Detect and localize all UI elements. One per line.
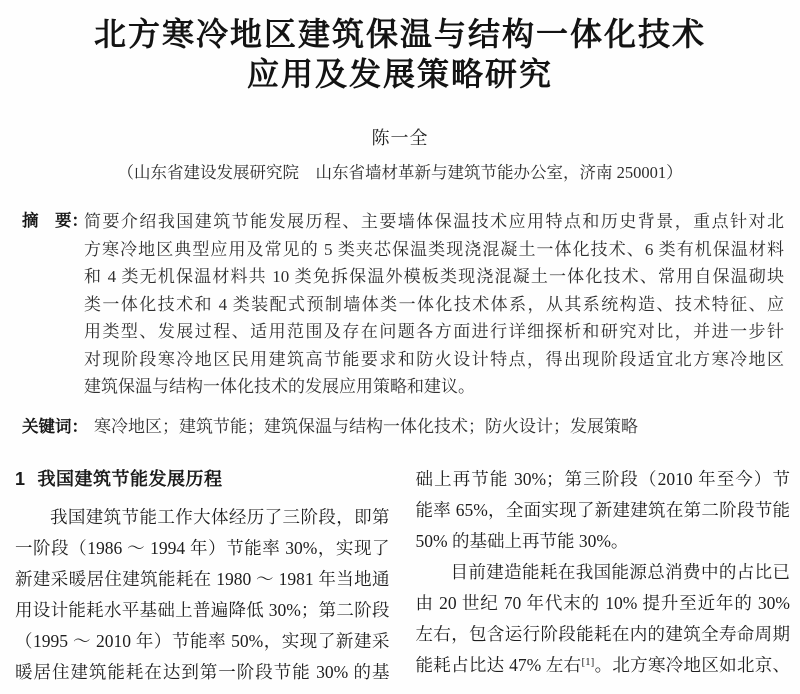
ref-line-text: 。北方寒冷地区如北京、 <box>594 654 791 675</box>
abstract-line: 建筑保温与结构一体化技术的发展应用策略和建议。 <box>84 377 475 396</box>
body-line: 础上再节能 30%；第三阶段（2010 年至今）节 <box>415 468 790 489</box>
author-affiliation: （山东省建设发展研究院 山东省墙材革新与建筑节能办公室，济南 250001） <box>117 163 683 182</box>
author-name: 陈一全 <box>371 128 429 148</box>
keywords-text: 寒冷地区；建筑节能；建筑保温与结构一体化技术；防火设计；发展策略 <box>94 416 638 436</box>
abstract-label: 摘 要： <box>22 212 88 230</box>
abstract-line: 方寒冷地区典型应用及常见的 5 类夹芯保温类现浇混凝土一体化技术、6 类有机保温材料 <box>84 239 784 259</box>
body-line-with-ref <box>416 650 791 681</box>
section-number: 1 <box>15 468 26 489</box>
body-line: 一阶段（1986 ～ 1994 年）节能率 30%，实现了 <box>15 537 390 558</box>
abstract-text <box>84 208 784 401</box>
body-line: 由 20 世纪 70 年代末的 10% 提升至近年的 30% <box>415 592 790 613</box>
abstract-line: 对现阶段寒冷地区民用建筑高节能要求和防火设计特点，得出现阶段适宜北方寒冷地区 <box>84 349 784 369</box>
body-columns <box>0 464 800 688</box>
abstract-block <box>0 208 800 401</box>
body-line: 目前建造能耗在我国能源总消费中的占比已 <box>450 561 790 582</box>
right-column <box>416 464 791 688</box>
citation-ref-1: [1] <box>581 655 595 668</box>
abstract-line: 类一体化技术和 4 类装配式预制墙体类一体化技术体系，从其系统构造、技术特征、应 <box>84 294 784 314</box>
body-line: 左右，包含运行阶段能耗在内的建筑全寿命周期 <box>415 623 790 644</box>
title-block <box>0 0 800 94</box>
abstract-line: 和 4 类无机保温材料共 10 类免拆保温外模板类现浇混凝土一体化技术、常用自保温砌块 <box>84 267 784 286</box>
body-line: （1995 ～ 2010 年）节能率 50%，实现了新建采 <box>15 630 390 651</box>
body-line: 50% 的基础上再节能 30%。 <box>415 530 629 551</box>
body-line: 用设计能耗水平基础上普遍降低 30%；第二阶段 <box>15 599 390 620</box>
body-line: 我国建筑节能工作大体经历了三阶段，即第 <box>50 506 390 527</box>
abstract-line: 用类型、发展过程、适用范围及存在问题各方面进行详细探析和研究对比，并进一步针 <box>84 322 784 341</box>
body-line: 能率 65%，全面实现了新建建筑在第二阶段节能 <box>415 499 790 520</box>
ref-line-text: 能耗占比达 47% 左右 <box>415 654 582 675</box>
abstract-line: 简要介绍我国建筑节能发展历程、主要墙体保温技术应用特点和历史背景，重点针对北 <box>84 212 784 231</box>
body-line: 新建采暖居住建筑能耗在 1980 ～ 1981 年当地通 <box>15 568 390 589</box>
body-line: 暖居住建筑能耗在达到第一阶段节能 30% 的基 <box>15 661 390 682</box>
paper-title-line2: 应用及发展策略研究 <box>246 56 553 92</box>
left-column <box>15 464 390 688</box>
keywords-block <box>0 412 800 437</box>
paper-title-line1: 北方寒冷地区建筑保温与结构一体化技术 <box>93 16 706 52</box>
section-title: 我国建筑节能发展历程 <box>37 468 223 489</box>
keywords-label: 关键词： <box>22 417 88 436</box>
section-1-heading <box>15 464 390 502</box>
